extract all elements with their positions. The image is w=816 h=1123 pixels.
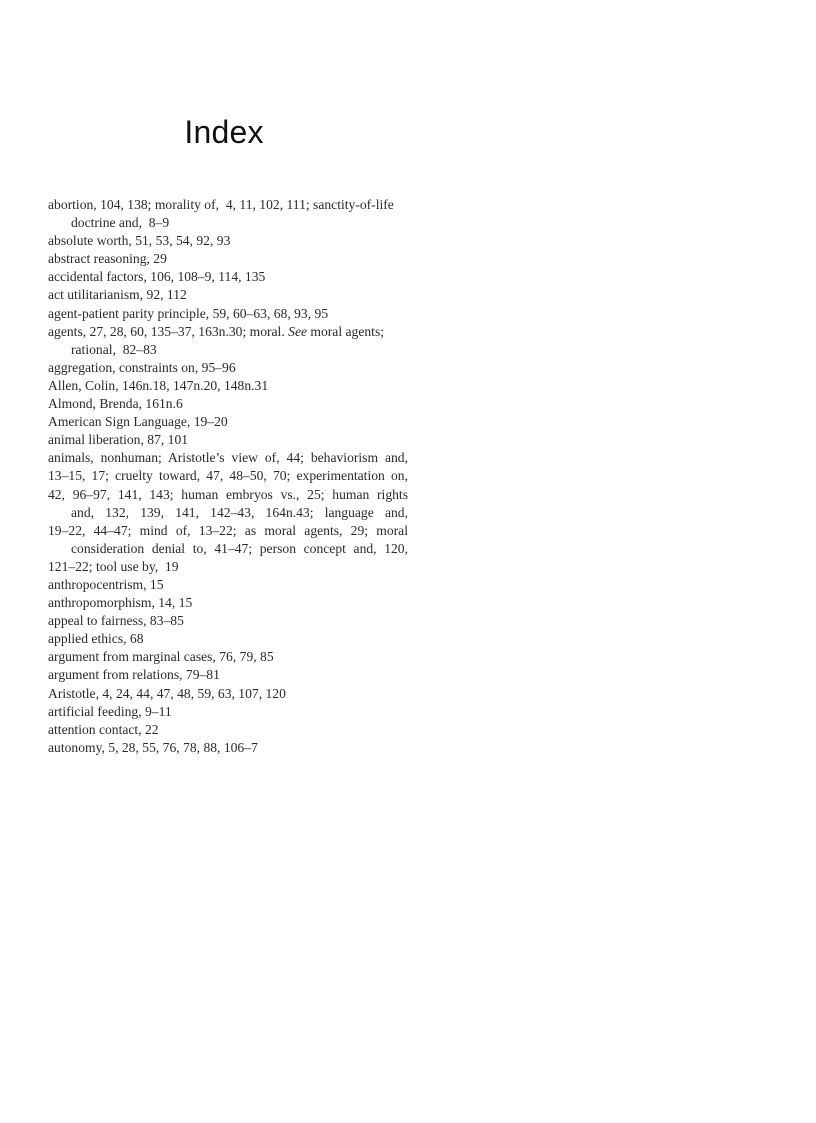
index-entry-applied-ethics: applied ethics, 68 (48, 631, 144, 647)
index-entry-animals-continued-3: and, 132, 139, 141, 142–43, 164n.43; language and, (71, 504, 408, 520)
index-entry-absolute-worth: absolute worth, 51, 53, 54, 92, 93 (48, 233, 231, 249)
index-entry-animal-liberation: animal liberation, 87, 101 (48, 432, 189, 448)
index-entry-allen: Allen, Colin, 146n.18, 147n.20, 148n.31 (48, 377, 269, 393)
index-entry-almond: Almond, Brenda, 161n.6 (48, 396, 183, 412)
index-entry-abortion-continued: doctrine and, 8–9 (71, 215, 170, 231)
index-entry-appeal-to-fairness: appeal to fairness, 83–85 (48, 613, 184, 629)
index-entry-abortion: abortion, 104, 138; morality of, 4, 11, 102, 111; sanctity-of-life (48, 197, 394, 212)
index-entry-aristotle: Aristotle, 4, 24, 44, 47, 48, 59, 63, 107, 120 (48, 685, 286, 701)
index-entry-animals-continued-5: consideration denial to, 41–47; person concept and, 120, (71, 540, 408, 556)
index-entry-aggregation: aggregation, constraints on, 95–96 (48, 359, 236, 375)
index-entry-animals: animals, nonhuman; Aristotle’s view of, 44; behaviorism and, (48, 450, 408, 466)
see-reference-label: See (288, 323, 308, 339)
index-list (48, 196, 408, 757)
index-entry-agent-patient-parity: agent-patient parity principle, 59, 60–63, 68, 93, 95 (48, 305, 329, 321)
index-entry-attention-contact: attention contact, 22 (48, 721, 159, 737)
index-entry-accidental-factors: accidental factors, 106, 108–9, 114, 135 (48, 269, 266, 285)
index-entry-agents-text: agents, 27, 28, 60, 135–37, 163n.30; moral. (48, 323, 289, 339)
index-entry-animals-continued-4: 19–22, 44–47; mind of, 13–22; as moral agents, 29; moral (48, 522, 408, 538)
index-entry-american-sign-language: American Sign Language, 19–20 (48, 414, 228, 430)
index-entry-anthropomorphism: anthropomorphism, 14, 15 (48, 595, 193, 611)
index-entry-agents (48, 323, 408, 341)
see-reference-target: moral agents; (307, 323, 385, 339)
index-entry-animals-continued-1: 13–15, 17; cruelty toward, 47, 48–50, 70; experimentation on, (48, 468, 408, 484)
index-entry-agents-continued: rational, 82–83 (71, 341, 157, 357)
index-entry-marginal-cases: argument from marginal cases, 76, 79, 85 (48, 649, 274, 665)
index-entry-autonomy: autonomy, 5, 28, 55, 76, 78, 88, 106–7 (48, 739, 258, 755)
index-entry-animals-continued-2: 42, 96–97, 141, 143; human embryos vs., 25; human rights (48, 486, 408, 502)
index-entry-act-utilitarianism: act utilitarianism, 92, 112 (48, 287, 187, 303)
index-entry-argument-from-relations: argument from relations, 79–81 (48, 667, 220, 683)
index-entry-abstract-reasoning: abstract reasoning, 29 (48, 251, 167, 267)
index-entry-animals-continued-6: 121–22; tool use by, 19 (48, 558, 179, 574)
index-entry-artificial-feeding: artificial feeding, 9–11 (48, 703, 172, 719)
index-entry-anthropocentrism: anthropocentrism, 15 (48, 576, 164, 592)
page-title: Index (184, 114, 264, 150)
